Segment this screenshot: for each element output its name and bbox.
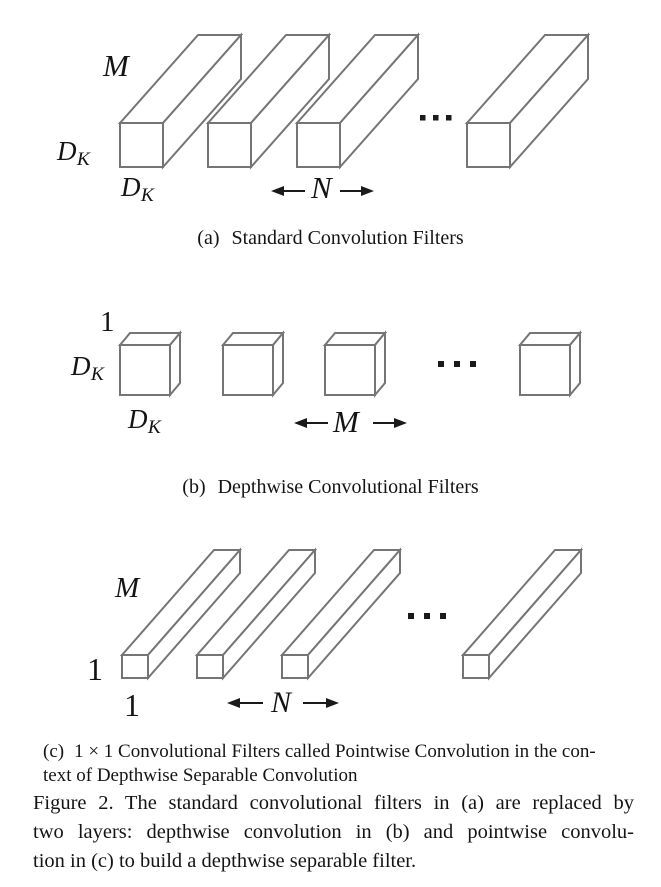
figure-caption-line3: tion in (c) to build a depthwise separable filter. [33, 849, 417, 872]
cube [120, 333, 180, 395]
panel-c-depth-label: M [115, 572, 140, 604]
ellipsis-dots [408, 613, 446, 619]
panel-b-depth-label: 1 [100, 306, 115, 338]
left-arrow-icon [271, 186, 305, 196]
caption-b [0, 477, 661, 497]
right-arrow-icon [373, 418, 407, 428]
caption-c-tag: (c) [43, 741, 65, 762]
figure-caption-line2: two layers: depthwise convolution in (b) and pointwise convolu- [33, 820, 634, 843]
panel-b-count-label: M [333, 404, 359, 439]
figure-caption [33, 789, 634, 875]
cube [520, 333, 580, 395]
caption-a [0, 228, 661, 248]
right-arrow-icon [340, 186, 374, 196]
caption-a-tag: (a) [197, 227, 220, 249]
caption-c-line1: (c) 1 × 1 Convolutional Filters called Pointwise Convolution in the con- [43, 741, 596, 762]
ellipsis-dots [438, 361, 476, 367]
right-arrow-icon [303, 698, 339, 708]
left-arrow-icon [294, 418, 328, 428]
panel-c-width-label: 1 [124, 687, 140, 723]
caption-a-text: Standard Convolution Filters [231, 227, 464, 249]
panel-a-height-label: $D_K$ [57, 136, 90, 171]
left-arrow-icon [227, 698, 263, 708]
panel-c-height-label: 1 [87, 651, 103, 687]
panel-a-boxes [120, 35, 588, 196]
caption-b-tag: (b) [182, 476, 206, 498]
cuboid [467, 35, 588, 167]
panel-c-boxes [122, 550, 581, 708]
caption-c [43, 740, 643, 787]
cube [223, 333, 283, 395]
cube [325, 333, 385, 395]
panel-c-count-label: N [271, 686, 292, 719]
panel-a-depth-label: M [103, 48, 129, 83]
panel-a-count-label: N [311, 170, 332, 205]
panel-b-width-label: $D_K$ [128, 404, 161, 439]
bar [463, 550, 581, 678]
caption-b-text: Depthwise Convolutional Filters [217, 476, 479, 498]
figure-caption-line1: Figure 2. The standard convolutional filters in (a) are replaced by [33, 792, 634, 814]
caption-c-line2: text of Depthwise Separable Convolution [43, 764, 358, 786]
panel-b-height-label: $D_K$ [71, 351, 104, 386]
ellipsis-dots [420, 115, 452, 121]
panel-a-width-label: $D_K$ [121, 172, 154, 207]
